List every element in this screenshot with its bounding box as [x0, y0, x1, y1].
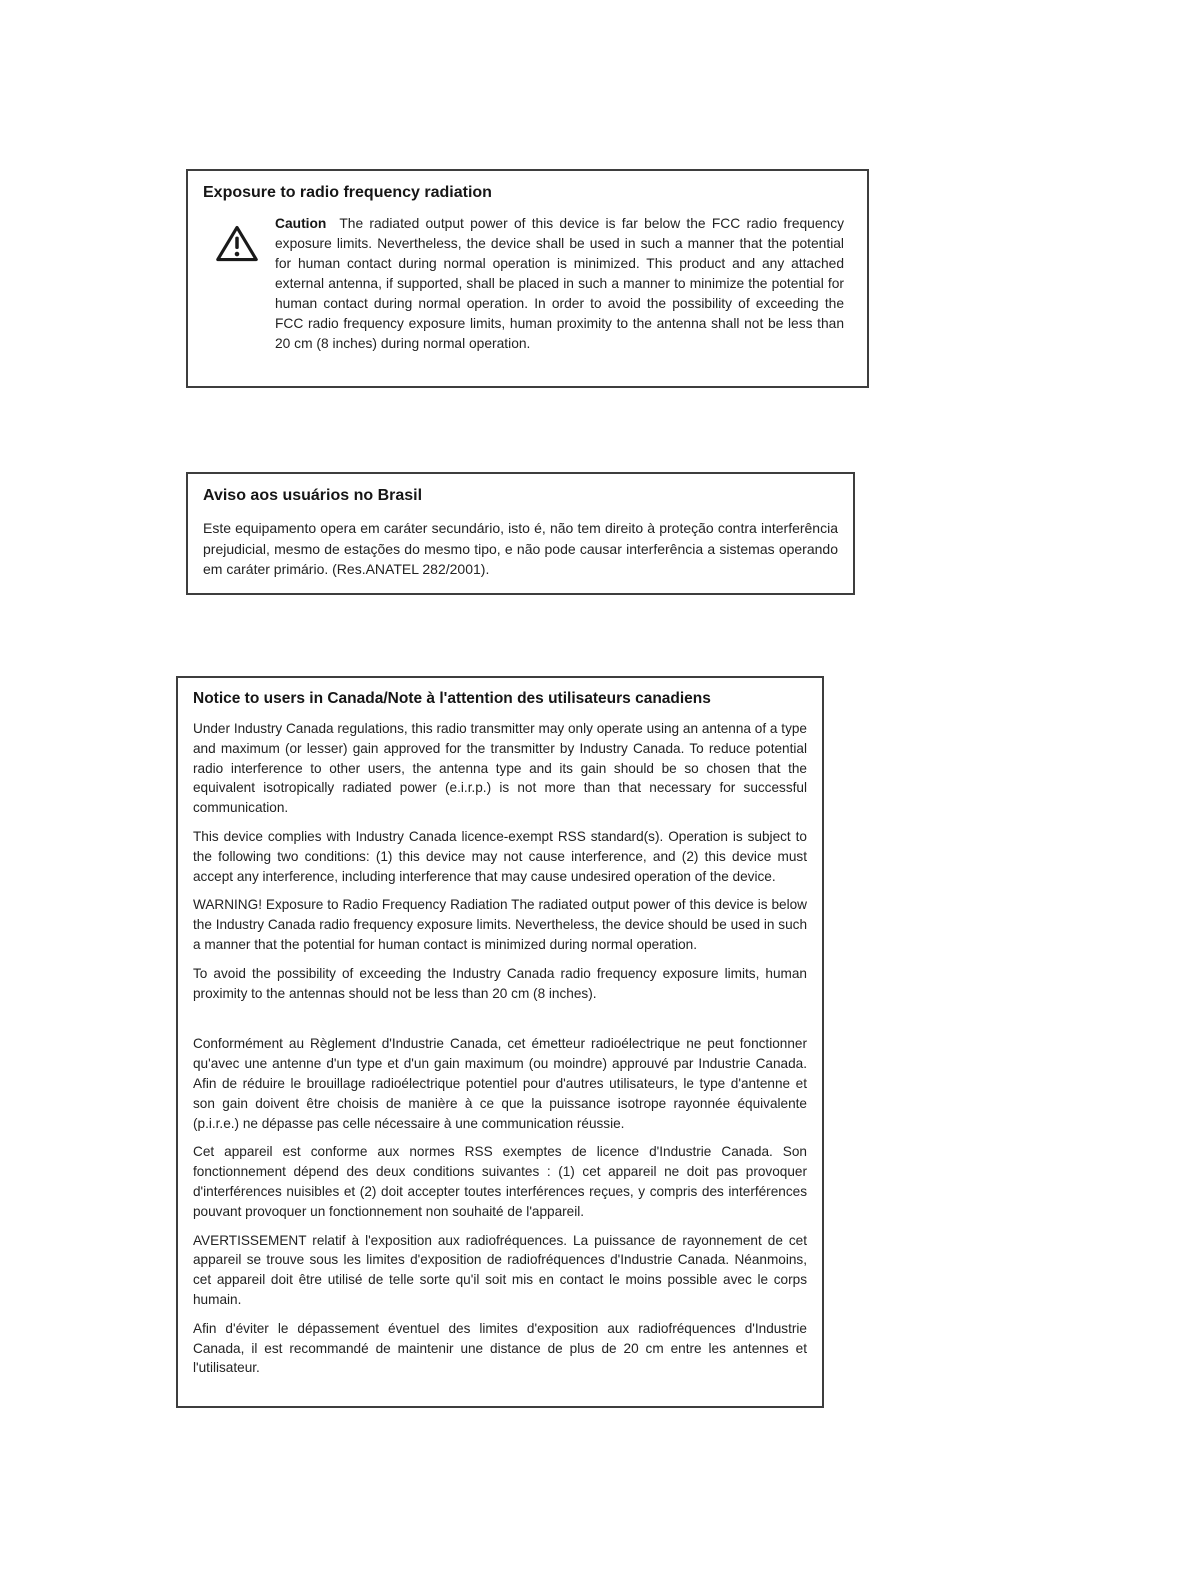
fcc-caution-paragraph [275, 214, 844, 354]
brasil-notice-title: Aviso aos usuários no Brasil [203, 487, 423, 504]
canada-paragraph-fr-distance: Afin d'éviter le dépassement éventuel des limites d'exposition aux radiofréquences d'Industrie Canada, il est recommandé de maintenir une distance de plus de 20 cm entre les antennes et l'utilisateur. [193, 1320, 807, 1376]
canada-paragraph-fr-avertissement: AVERTISSEMENT relatif à l'exposition aux radiofréquences. La puissance de rayonnement de cet appareil se trouve sous les limites d'exposition de radiofréquences d'Industrie Canada. Néanmoins, cet appareil doit être utilisé de telle sorte qu'il soit mis en contact le moins possible avec le corps humain. [193, 1232, 807, 1307]
canada-paragraph-fr-rss: Cet appareil est conforme aux normes RSS exemptes de licence d'Industrie Canada. Son fonctionnement dépend des deux conditions suivantes : (1) cet appareil ne doit pas provoquer d'interférences nuisibles et (2) doit accepter toutes interférences reçues, y compris des interférences pouvant provoquer un fonctionnement non souhaité de l'appareil. [193, 1144, 807, 1219]
fcc-notice-content [203, 214, 844, 354]
warning-triangle-icon [215, 224, 259, 268]
canada-paragraph-en-antenna: Under Industry Canada regulations, this radio transmitter may only operate using an antenna of a type and maximum (or lesser) gain approved for the transmitter by Industry Canada. To reduce potential radio interference to other users, the antenna type and its gain should be so chosen that the equivalent isotropically radiated power (e.i.r.p.) is not more than that necessary for successful communication. [193, 721, 807, 816]
fcc-notice-title: Exposure to radio frequency radiation [203, 184, 492, 201]
canada-paragraph-en-warning: WARNING! Exposure to Radio Frequency Radiation The radiated output power of this device is below the Industry Canada radio frequency exposure limits. Nevertheless, the device should be used in such a manner that the potential for human contact is minimized during normal operation. [193, 897, 807, 952]
canada-notice-box [176, 676, 824, 1408]
canada-paragraph-en-proximity: To avoid the possibility of exceeding the Industry Canada radio frequency exposure limits, human proximity to the antennas should not be less than 20 cm (8 inches). [193, 965, 807, 1001]
fcc-exposure-notice-box [186, 169, 869, 388]
canada-paragraph-fr-antenne: Conformément au Règlement d'Industrie Canada, cet émetteur radioélectrique ne peut fonctionner qu'avec une antenne d'un type et d'un gain maximum (ou moindre) approuvé par Industrie Canada. Afin de réduire le brouillage radioélectrique potentiel pour d'autres utilisateurs, le type d'antenne et son gain doivent être choisis de manière à ce que la puissance isotrope rayonnée équivalente (p.i.r.e.) ne dépasse pas celle nécessaire à une communication réussie. [193, 1036, 807, 1131]
canada-paragraph-en-rss: This device complies with Industry Canada licence-exempt RSS standard(s). Operation is subject to the following two conditions: (1) this device may not cause interference, and (2) this device must accept any interference, including interference that may cause undesired operation of the device. [193, 828, 807, 884]
fcc-caution-text: The radiated output power of this device is far below the FCC radio frequency exposure limits. Nevertheless, the device shall be used in such a manner that the potential for human contact during normal operation is minimized. This product and any attached external antenna, if supported, shall be placed in such a manner to minimize the potential for human contact during normal operation. In order to avoid the possibility of exceeding the FCC radio frequency exposure limits, human proximity to the antenna shall not be less than 20 cm (8 inches) during normal operation. [275, 216, 844, 351]
brasil-notice-box [186, 472, 855, 595]
brasil-notice-body: Este equipamento opera em caráter secundário, isto é, não tem direito à proteção contra interferência prejudicial, mesmo de estações do mesmo tipo, e não pode causar interferência a sistemas operando em caráter primário. (Res.ANATEL 282/2001). [203, 520, 838, 577]
caution-label: Caution [275, 216, 327, 231]
canada-notice-title: Notice to users in Canada/Note à l'attention des utilisateurs canadiens [193, 690, 711, 707]
